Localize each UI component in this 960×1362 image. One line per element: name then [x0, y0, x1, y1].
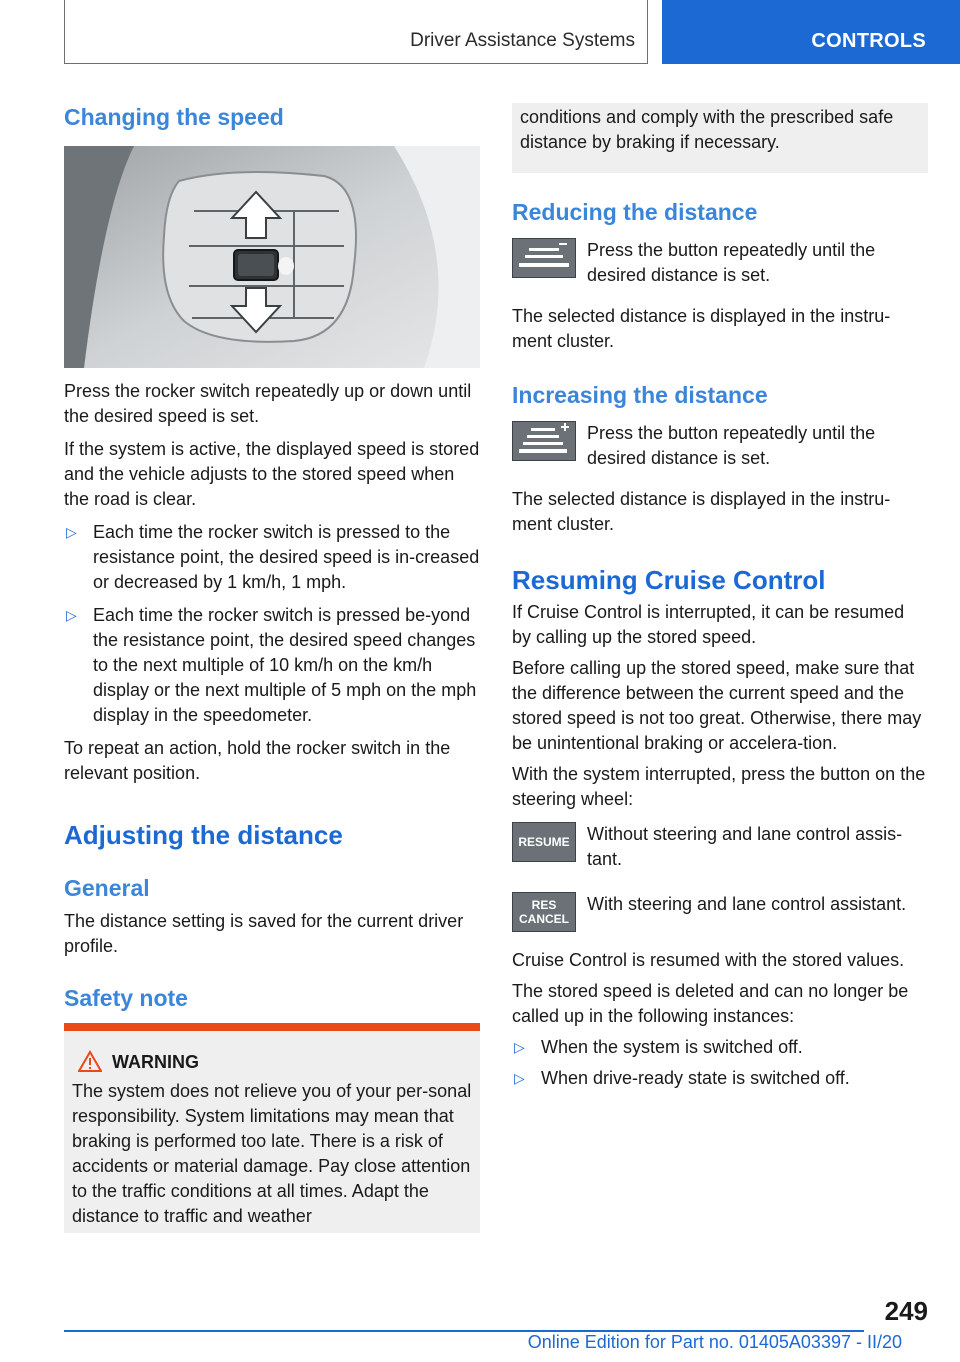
paragraph: With the system interrupted, press the button on the steering wheel:: [512, 764, 926, 809]
general-text: [64, 909, 480, 959]
paragraph: Press the rocker switch repeatedly up or down until the desired speed is set.: [64, 381, 472, 426]
increasing-section: [512, 382, 928, 537]
heading-changing-speed: Changing the speed: [64, 104, 284, 130]
warning-continuation-box: [512, 103, 928, 173]
triangle-bullet-icon: ▷: [66, 607, 77, 623]
warning-triangle-icon: [78, 1050, 102, 1077]
header-section-title: Driver Assistance Systems: [410, 30, 635, 51]
reducing-instruction: Press the button repeatedly until the desired distance is set.: [587, 240, 876, 285]
reducing-row: [512, 238, 928, 288]
paragraph: Cruise Control is resumed with the stored values.: [512, 950, 905, 970]
paragraph: The selected distance is displayed in the instru-ment cluster.: [512, 489, 891, 534]
triangle-bullet-icon: ▷: [514, 1039, 525, 1055]
paragraph: The selected distance is displayed in the instru-ment cluster.: [512, 306, 891, 351]
res-cancel-label-bottom: CANCEL: [519, 912, 569, 926]
resume-row: [512, 822, 928, 872]
list-item: [64, 603, 480, 728]
paragraph: The distance setting is saved for the current driver profile.: [64, 911, 464, 956]
res-cancel-button-icon: [512, 892, 576, 932]
heading-adjusting-distance: Adjusting the distance: [64, 820, 343, 850]
reducing-section: [512, 199, 928, 354]
resume-button-icon: RESUME: [512, 822, 576, 862]
paragraph: To repeat an action, hold the rocker switch in the relevant position.: [64, 738, 451, 783]
footer-edition: Online Edition for Part no. 01405A03397 - II/20: [527, 1332, 902, 1352]
rocker-switch-illustration: [64, 146, 480, 368]
heading-resuming-cruise-control: Resuming Cruise Control: [512, 565, 826, 595]
increasing-instruction: Press the button repeatedly until the desired distance is set.: [587, 423, 876, 468]
page-number: 249: [884, 1296, 928, 1326]
triangle-bullet-icon: ▷: [514, 1070, 525, 1086]
rescancel-row: [512, 892, 928, 938]
list-item-text: Each time the rocker switch is pressed to the resistance point, the desired speed is in-creased or decreased by 1 km/h, 1 mph.: [93, 522, 480, 592]
paragraph: If Cruise Control is interrupted, it can be resumed by calling up the stored speed.: [512, 602, 905, 647]
list-item: [512, 1066, 928, 1091]
distance-reduce-button-icon: [512, 238, 576, 278]
warning-title: WARNING: [112, 1052, 199, 1072]
warning-text-continued: conditions and comply with the prescribed safe distance by braking if necessary.: [520, 107, 894, 152]
header-chapter-tab: CONTROLS: [662, 0, 960, 64]
running-header: [64, 0, 648, 64]
list-item-text: When the system is switched off.: [541, 1037, 803, 1057]
increasing-row: [512, 421, 928, 471]
distance-increase-button-icon: [512, 421, 576, 461]
list-item: [512, 1035, 928, 1060]
paragraph: The stored speed is deleted and can no longer be called up in the following instances:: [512, 981, 909, 1026]
paragraph: Before calling up the stored speed, make sure that the difference between the current speed and the stored speed is not too great. Otherwise, there may be unintentional braking or accelera-tion.: [512, 658, 922, 753]
warning-bar: [64, 1023, 480, 1031]
adjusting-section: [64, 820, 480, 851]
left-body-text: [64, 379, 480, 786]
general-section: [64, 875, 480, 902]
heading-general: General: [64, 875, 150, 901]
res-cancel-label-top: RES: [531, 898, 557, 912]
warning-text: The system does not relieve you of your per-sonal responsibility. System limitations may mean that braking is performed too late. There is a risk of accidents or material damage. Pay close attention to the traffic conditions at all times. Adapt the distance to traffic and weather: [72, 1081, 472, 1226]
resume-description: Without steering and lane control assis-tant.: [587, 824, 903, 869]
steering-wheel-image: [64, 146, 480, 368]
rescancel-description: With steering and lane control assistant.: [587, 894, 907, 914]
list-item-text: When drive-ready state is switched off.: [541, 1068, 850, 1088]
heading-reducing-distance: Reducing the distance: [512, 199, 758, 225]
resuming-section: [512, 565, 928, 1091]
list-item-text: Each time the rocker switch is pressed be-yond the resistance point, the desired speed changes to the next multiple of 10 km/h on the km/h display or the next multiple of 5 mph on the mph display in the speedometer.: [93, 605, 477, 725]
list-item: [64, 520, 480, 595]
warning-box: [64, 1023, 480, 1233]
heading-increasing-distance: Increasing the distance: [512, 382, 768, 408]
paragraph: If the system is active, the displayed speed is stored and the vehicle adjusts to the stored speed when the road is clear.: [64, 439, 480, 509]
heading-safety-note: Safety note: [64, 985, 188, 1011]
triangle-bullet-icon: ▷: [66, 524, 77, 540]
safety-section: [64, 985, 480, 1012]
left-column: [64, 104, 480, 131]
